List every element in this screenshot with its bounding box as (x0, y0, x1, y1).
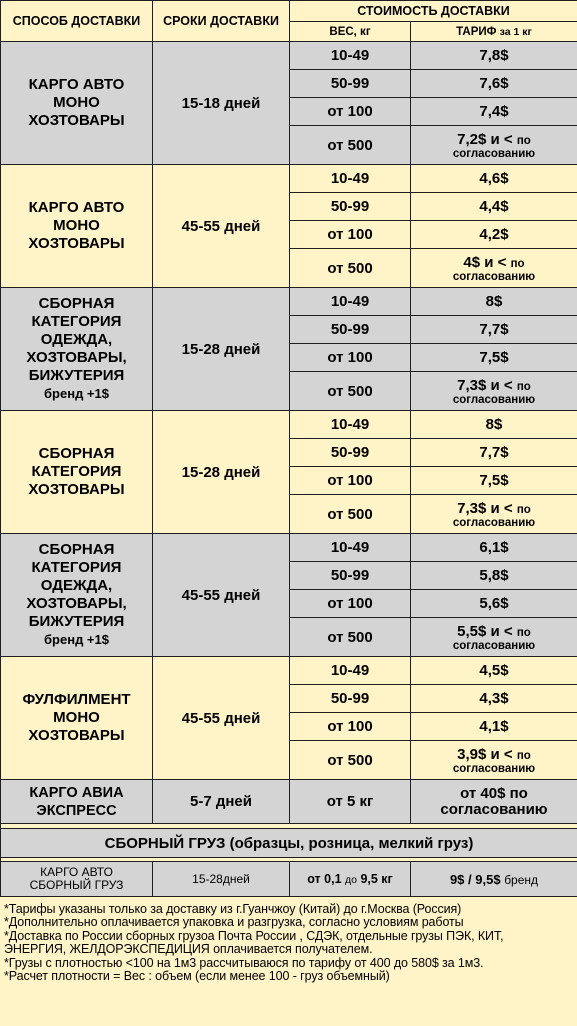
tariff-value (411, 657, 577, 685)
tariff-note-line2: согласованию (452, 147, 536, 160)
delivery-method-line: БИЖУТЕРИЯ (28, 613, 125, 630)
header-method: СПОСОБ ДОСТАВКИ (1, 1, 153, 42)
delivery-method-line: КАРГО АВТО (28, 199, 125, 216)
tariff-value (411, 372, 577, 411)
tariff-price: 6,1$ (479, 539, 509, 556)
tariff-value (411, 534, 577, 562)
delivery-method-line: СБОРНАЯ (38, 295, 115, 312)
delivery-method (1, 534, 153, 657)
tariff-price: 5,6$ (479, 595, 509, 612)
tariff-note: по (516, 749, 531, 762)
tariff-value (411, 590, 577, 618)
tariff-price: 4,1$ (479, 718, 509, 735)
delivery-method-line: КАРГО АВТО (28, 76, 125, 93)
avia-term: 5-7 дней (153, 780, 290, 824)
avia-method-line: КАРГО АВИА (29, 784, 124, 801)
tariff-price: 8$ (485, 416, 503, 433)
weight-range: 50-99 (290, 562, 411, 590)
tariff-value (411, 316, 577, 344)
delivery-term: 15-28 дней (153, 411, 290, 534)
sborny-row (1, 862, 577, 897)
weight-range: от 100 (290, 713, 411, 741)
footnote: ЭНЕРГИЯ, ЖЕЛДОРЭКСПЕДИЦИЯ оплачивается получателем. (4, 942, 373, 957)
tariff-price: 7,2$ и < (457, 130, 513, 148)
weight-range: 10-49 (290, 534, 411, 562)
tariff-price: 7,7$ (479, 321, 509, 338)
tariff-price: 7,3$ и < (457, 499, 513, 517)
avia-method (1, 780, 153, 824)
tariff-price: 4,2$ (479, 226, 509, 243)
tariff-value (411, 42, 577, 70)
tariff-value (411, 495, 577, 534)
tariff-value (411, 98, 577, 126)
tariff-row (1, 288, 577, 316)
avia-tariff-line1: от 40$ по (460, 784, 528, 802)
sborny-term: 15-28дней (153, 862, 290, 897)
tariff-row (1, 165, 577, 193)
delivery-method-line: МОНО (53, 217, 100, 234)
weight-range: от 500 (290, 495, 411, 534)
delivery-term: 45-55 дней (153, 534, 290, 657)
tariff-note-line2: согласованию (452, 639, 536, 652)
banner-row (1, 829, 577, 858)
delivery-method-line: КАТЕГОРИЯ (31, 313, 122, 330)
tariff-value (411, 249, 577, 288)
delivery-method-line: ОДЕЖДА, (40, 331, 113, 348)
tariff-value (411, 411, 577, 439)
weight-range: от 100 (290, 221, 411, 249)
sborny-banner: СБОРНЫЙ ГРУЗ (образцы, розница, мелкий груз) (1, 829, 577, 858)
tariff-price: 8$ (485, 293, 503, 310)
tariff-row (1, 411, 577, 439)
avia-weight: от 5 кг (290, 780, 411, 824)
header-term: СРОКИ ДОСТАВКИ (153, 1, 290, 42)
tariff-value (411, 713, 577, 741)
footnote: *Дополнительно оплачивается упаковка и разгрузка, согласно условиям работы (4, 915, 464, 930)
sborny-method-line: КАРГО АВТО (40, 865, 113, 879)
weight-range: от 100 (290, 467, 411, 495)
weight-range: от 500 (290, 126, 411, 165)
weight-range: 10-49 (290, 165, 411, 193)
tariff-price: 7,6$ (479, 75, 509, 92)
brand-surcharge: бренд +1$ (44, 632, 109, 647)
tariff-price: 7,8$ (479, 47, 509, 64)
weight-range: от 100 (290, 344, 411, 372)
weight-range: от 500 (290, 372, 411, 411)
delivery-method-line: ХОЗТОВАРЫ (28, 235, 125, 252)
sborny-tariff (411, 862, 577, 897)
header-tariff-suffix: за 1 кг (499, 25, 532, 38)
tariff-row (1, 657, 577, 685)
tariff-price: 5,5$ и < (457, 622, 513, 640)
weight-range: 10-49 (290, 42, 411, 70)
weight-range: 10-49 (290, 657, 411, 685)
weight-range: от 100 (290, 590, 411, 618)
tariff-value (411, 467, 577, 495)
sborny-weight (290, 862, 411, 897)
tariff-value (411, 165, 577, 193)
delivery-method (1, 657, 153, 780)
delivery-method (1, 288, 153, 411)
delivery-method (1, 42, 153, 165)
tariff-value (411, 562, 577, 590)
delivery-method-line: ОДЕЖДА, (40, 577, 113, 594)
delivery-term: 45-55 дней (153, 165, 290, 288)
tariff-value (411, 618, 577, 657)
tariff-value (411, 221, 577, 249)
tariff-price: 4,4$ (479, 198, 509, 215)
tariff-note: по (516, 380, 531, 393)
tariff-value (411, 741, 577, 780)
header-tariff (411, 22, 577, 42)
weight-range: от 100 (290, 98, 411, 126)
tariff-price: 4,5$ (479, 662, 509, 679)
delivery-method-line: КАТЕГОРИЯ (31, 559, 122, 576)
sborny-weight-b: 9,5 кг (360, 872, 393, 886)
sborny-tariff-main: 9$ / 9,5$ (449, 871, 501, 887)
weight-range: от 500 (290, 618, 411, 657)
tariff-note: по (510, 257, 525, 270)
tariff-note-line2: согласованию (452, 270, 536, 283)
avia-row (1, 780, 577, 824)
tariff-value (411, 288, 577, 316)
tariff-value (411, 344, 577, 372)
tariff-price: 7,5$ (479, 349, 509, 366)
delivery-method-line: ХОЗТОВАРЫ, (26, 349, 127, 366)
delivery-term: 15-28 дней (153, 288, 290, 411)
avia-tariff (411, 780, 577, 824)
delivery-term: 15-18 дней (153, 42, 290, 165)
tariff-value (411, 439, 577, 467)
tariff-value (411, 70, 577, 98)
tariff-price: 7,7$ (479, 444, 509, 461)
weight-range: 50-99 (290, 193, 411, 221)
weight-range: 50-99 (290, 685, 411, 713)
delivery-method-line: ФУЛФИЛМЕНТ (22, 691, 131, 708)
delivery-method-line: СБОРНАЯ (38, 445, 115, 462)
delivery-method-line: МОНО (53, 709, 100, 726)
tariff-price: 4,3$ (479, 690, 509, 707)
tariff-note: по (516, 134, 531, 147)
weight-range: от 500 (290, 249, 411, 288)
footnote: *Расчет плотности = Вес : объем (если менее 100 - груз объемный) (4, 969, 390, 984)
tariff-note: по (516, 503, 531, 516)
tariff-groups (1, 42, 577, 780)
footnotes (0, 897, 577, 987)
delivery-term: 45-55 дней (153, 657, 290, 780)
tariff-note-line2: согласованию (452, 393, 536, 406)
tariff-value (411, 126, 577, 165)
delivery-method-line: ХОЗТОВАРЫ (28, 727, 125, 744)
tariff-note: по (516, 626, 531, 639)
weight-range: 50-99 (290, 439, 411, 467)
sborny-weight-a: от 0,1 (307, 872, 342, 886)
brand-surcharge: бренд +1$ (44, 386, 109, 401)
header-weight: ВЕС, кг (290, 22, 411, 42)
tariff-price: 7,3$ и < (457, 376, 513, 394)
tariff-price: 7,4$ (479, 103, 509, 120)
tariff-price: 3,9$ и < (457, 745, 513, 763)
tariff-price: 7,5$ (479, 472, 509, 489)
header-cost: СТОИМОСТЬ ДОСТАВКИ (290, 1, 577, 22)
header-row-1 (1, 1, 577, 22)
tariff-price: 4$ и < (463, 253, 507, 271)
tariff-price: 5,8$ (479, 567, 509, 584)
footnote: *Доставка по России сборных грузоа Почта России , СДЭК, отдельные грузы ПЭК, КИТ, (4, 928, 504, 943)
tariff-note-line2: согласованию (452, 762, 536, 775)
sborny-method-line: СБОРНЫЙ ГРУЗ (29, 878, 124, 892)
sborny-method (1, 862, 153, 897)
avia-tariff-line2: согласованию (440, 800, 548, 818)
avia-method-line: ЭКСПРЕСС (36, 802, 117, 819)
delivery-method-line: ХОЗТОВАРЫ (28, 112, 125, 129)
weight-range: 10-49 (290, 411, 411, 439)
header-tariff-main: ТАРИФ (456, 25, 497, 38)
delivery-method (1, 411, 153, 534)
delivery-method-line: МОНО (53, 94, 100, 111)
footnote: *Грузы с плотностью <100 на 1м3 рассчитываюся по тарифу от 400 до 580$ за 1м3. (4, 955, 484, 970)
tariff-row (1, 534, 577, 562)
delivery-method-line: ХОЗТОВАРЫ, (26, 595, 127, 612)
delivery-method-line: ХОЗТОВАРЫ (28, 481, 125, 498)
weight-range: 10-49 (290, 288, 411, 316)
tariff-value (411, 193, 577, 221)
weight-range: 50-99 (290, 70, 411, 98)
delivery-method-line: КАТЕГОРИЯ (31, 463, 122, 480)
sborny-tariff-suffix: бренд (504, 872, 539, 887)
tariff-value (411, 685, 577, 713)
sborny-weight-mid: до (345, 874, 357, 886)
weight-range: 50-99 (290, 316, 411, 344)
tariff-row (1, 42, 577, 70)
tariff-note-line2: согласованию (452, 516, 536, 529)
weight-range: от 500 (290, 741, 411, 780)
footnote: *Тарифы указаны только за доставку из г.Гуанчжоу (Китай) до г.Москва (Россия) (4, 902, 462, 916)
tariff-price: 4,6$ (479, 170, 509, 187)
delivery-method-line: СБОРНАЯ (38, 541, 115, 558)
delivery-method-line: БИЖУТЕРИЯ (28, 367, 125, 384)
delivery-method (1, 165, 153, 288)
